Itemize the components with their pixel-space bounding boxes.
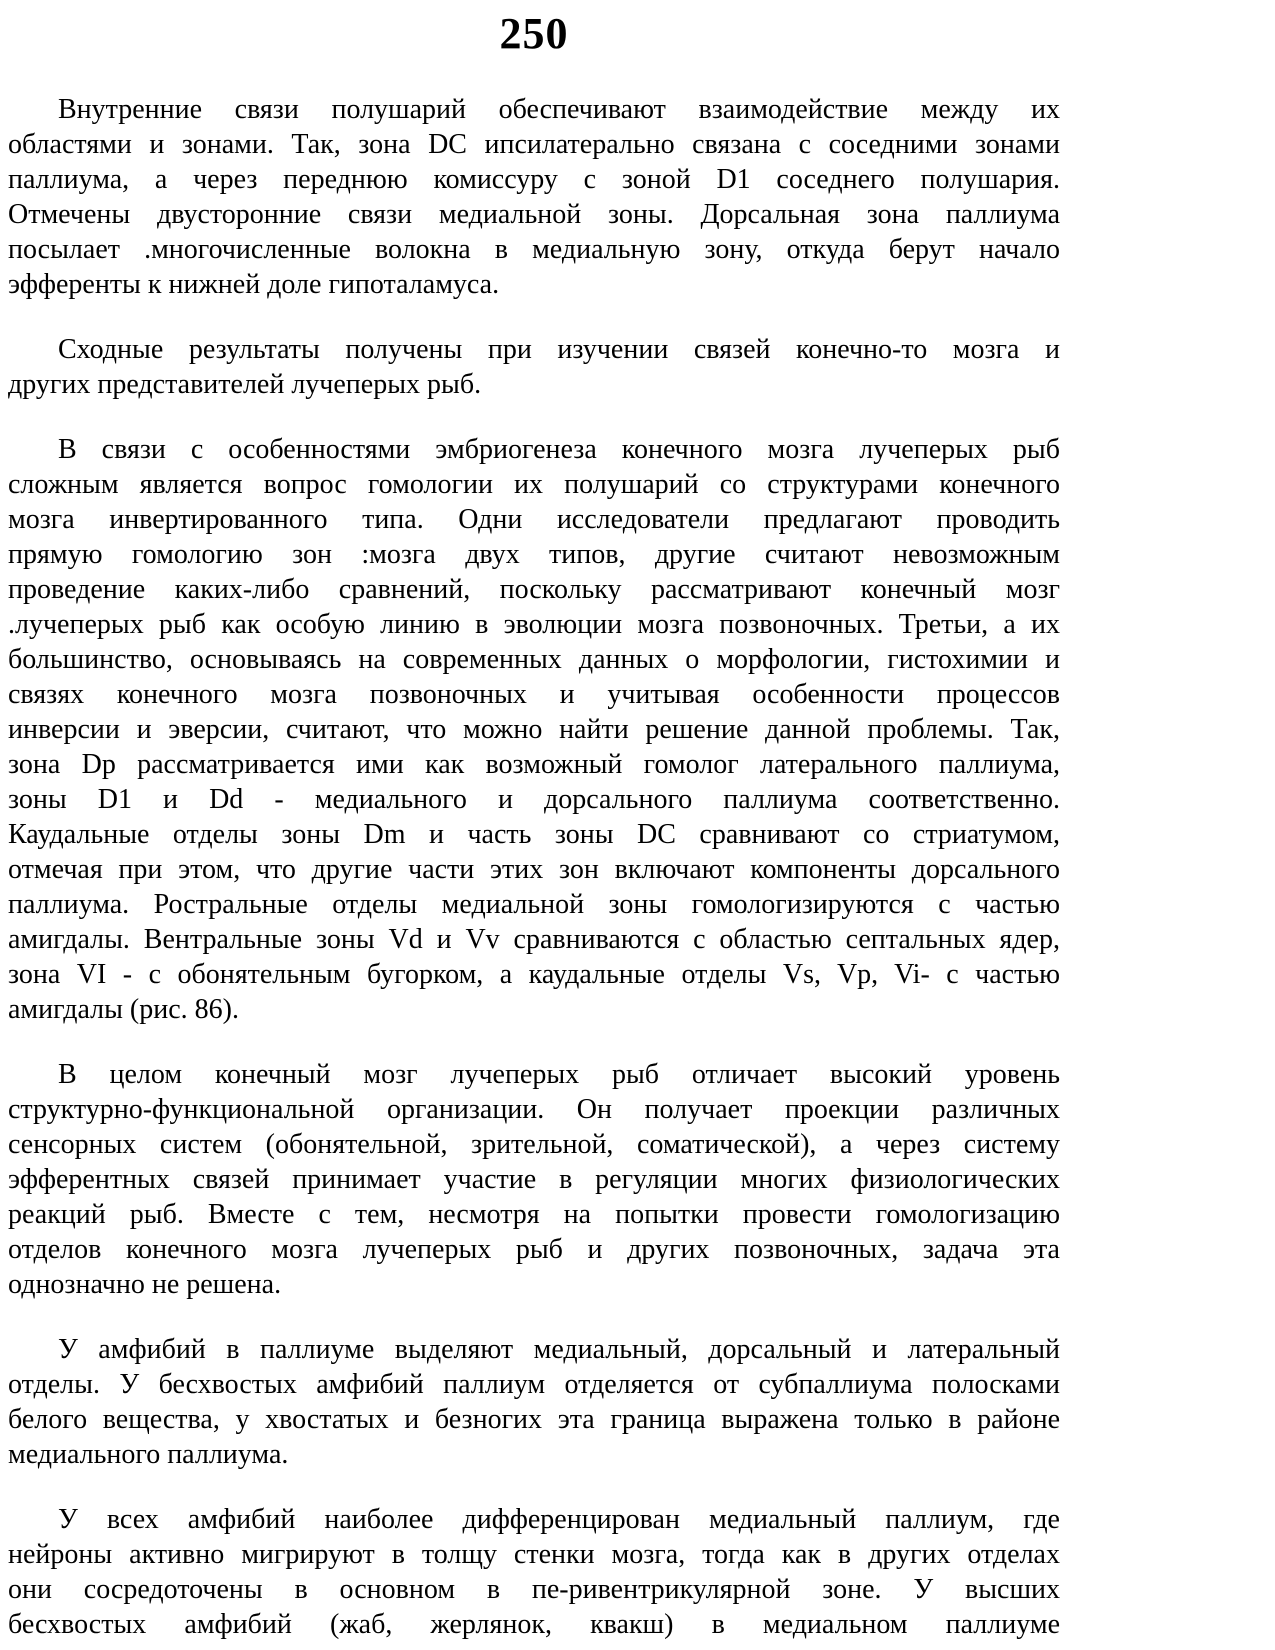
page-body: [8, 92, 1060, 1642]
text-line: эфферентных связей принимает участие в регуляции многих физиологических: [8, 1164, 1060, 1195]
text-line: посылает .многочисленные волокна в медиальную зону, откуда берут начало: [8, 234, 1060, 265]
text-line: большинство, основываясь на современных данных о морфологии, гистохимии и: [8, 644, 1060, 675]
paragraph: [8, 432, 1060, 1027]
text-line: эфференты к нижней доле гипоталамуса.: [8, 269, 500, 300]
text-line: Каудальные отделы зоны Dm и часть зоны DC сравнивают со стриатумом,: [8, 819, 1060, 850]
text-line: амигдалы (рис. 86).: [8, 994, 239, 1025]
text-line: .лучеперых рыб как особую линию в эволюции мозга позвоночных. Третьи, а их: [8, 609, 1060, 640]
text-line: зоны D1 и Dd - медиального и дорсального паллиума соответственно.: [8, 784, 1060, 815]
text-line: паллиума, а через переднюю комиссуру с зоной D1 соседнего полушария.: [8, 164, 1060, 195]
text-line: связях конечного мозга позвоночных и учитывая особенности процессов: [8, 679, 1060, 710]
paragraph: [8, 1502, 1060, 1642]
text-line: структурно-функциональной организации. Он получает проекции различных: [8, 1094, 1060, 1125]
text-line: реакций рыб. Вместе с тем, несмотря на попытки провести гомологизацию: [8, 1199, 1060, 1230]
text-line: однозначно не решена.: [8, 1269, 282, 1300]
text-line: Внутренние связи полушарий обеспечивают взаимодействие между их: [58, 94, 1060, 125]
text-line: У амфибий в паллиуме выделяют медиальный, дорсальный и латеральный: [58, 1334, 1060, 1365]
paragraph: [8, 1332, 1060, 1472]
text-line: нейроны активно мигрируют в толщу стенки мозга, тогда как в других отделах: [8, 1539, 1060, 1570]
text-line: прямую гомологию зон :мозга двух типов, другие считают невозможным: [8, 539, 1060, 570]
text-line: В целом конечный мозг лучеперых рыб отличает высокий уровень: [58, 1059, 1060, 1090]
text-line: отделы. У бесхвостых амфибий паллиум отделяется от субпаллиума полосками: [8, 1369, 1060, 1400]
text-line: амигдалы. Вентральные зоны Vd и Vv сравниваются с областью септальных ядер,: [8, 924, 1060, 955]
text-line: других представителей лучеперых рыб.: [8, 369, 482, 400]
text-line: проведение каких-либо сравнений, поскольку рассматривают конечный мозг: [8, 574, 1060, 605]
paragraph: [8, 332, 1060, 402]
page-number: 250: [499, 9, 569, 58]
text-line: отмечая при этом, что другие части этих зон включают компоненты дорсального: [8, 854, 1060, 885]
text-line: областями и зонами. Так, зона DC ипсилатерально связана с соседними зонами: [8, 129, 1060, 160]
text-line: Сходные результаты получены при изучении связей конечно-то мозга и: [58, 334, 1060, 365]
text-line: зона VI - с обонятельным бугорком, а каудальные отделы Vs, Vp, Vi- с частью: [8, 959, 1060, 990]
paragraph: [8, 1057, 1060, 1302]
text-line: бесхвостых амфибий (жаб, жерлянок, квакш) в медиальном паллиуме: [8, 1609, 1060, 1640]
page-header: [8, 10, 1060, 58]
text-line: они сосредоточены в основном в пе-ривентрикулярной зоне. У высших: [8, 1574, 1060, 1605]
text-line: сенсорных систем (обонятельной, зрительной, соматической), а через систему: [8, 1129, 1060, 1160]
text-line: сложным является вопрос гомологии их полушарий со структурами конечного: [8, 469, 1060, 500]
text-line: мозга инвертированного типа. Одни исследователи предлагают проводить: [8, 504, 1060, 535]
paragraph: [8, 92, 1060, 302]
text-line: паллиума. Ростральные отделы медиальной зоны гомологизируются с частью: [8, 889, 1060, 920]
text-line: В связи с особенностями эмбриогенеза конечного мозга лучеперых рыб: [58, 434, 1060, 465]
text-line: медиального паллиума.: [8, 1439, 289, 1470]
text-line: У всех амфибий наиболее дифференцирован медиальный паллиум, где: [58, 1504, 1060, 1535]
text-line: Отмечены двусторонние связи медиальной зоны. Дорсальная зона паллиума: [8, 199, 1060, 230]
text-line: инверсии и эверсии, считают, что можно найти решение данной проблемы. Так,: [8, 714, 1060, 745]
text-line: зона Dp рассматривается ими как возможный гомолог латерального паллиума,: [8, 749, 1060, 780]
text-line: белого вещества, у хвостатых и безногих эта граница выражена только в районе: [8, 1404, 1060, 1435]
text-line: отделов конечного мозга лучеперых рыб и других позвоночных, задача эта: [8, 1234, 1060, 1265]
